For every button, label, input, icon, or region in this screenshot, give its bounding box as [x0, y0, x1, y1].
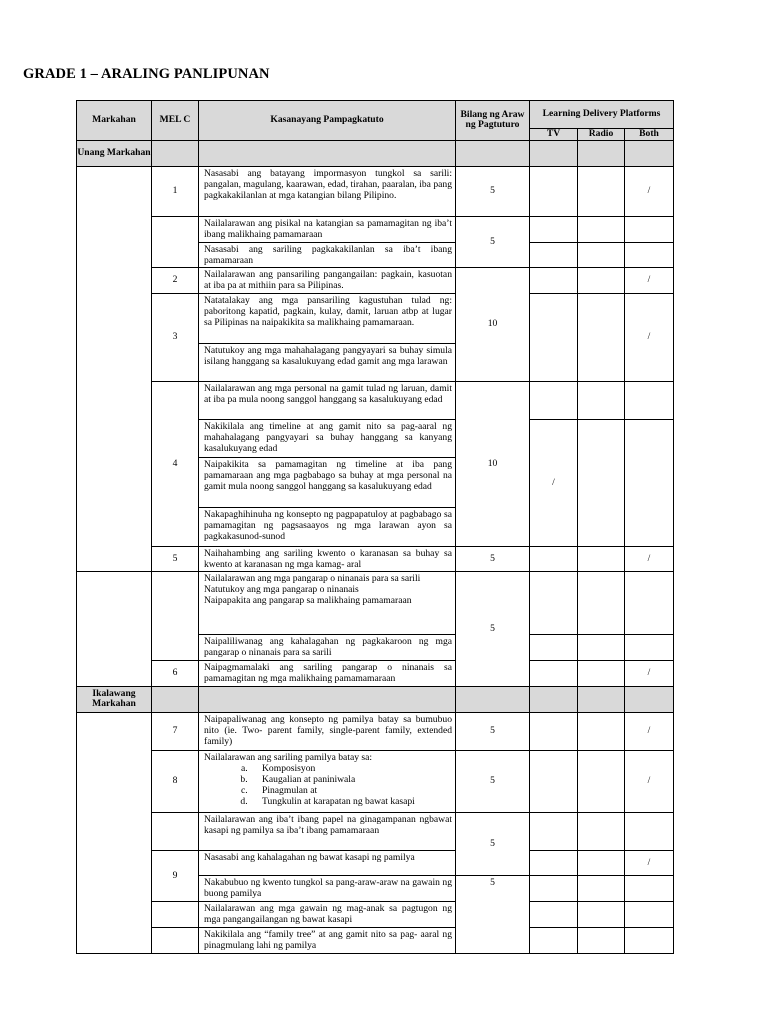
both-mark — [625, 634, 674, 660]
header-markahan: Markahan — [77, 101, 152, 141]
melc-number — [152, 901, 199, 927]
both-mark — [625, 242, 674, 267]
competency-text: Naipaliliwanag ang kahalagahan ng pagkakaroon ng mga pangarap o ninanais para sa sarili — [199, 634, 456, 660]
competency-text: Nakikilala ang timeline at ang gamit nito sa pag-aaral ng mahahalagang pangyayari sa buhay hanggang sa kanyang kasalukuyang edad — [199, 419, 456, 457]
days-value: 5 — [456, 216, 530, 267]
melc-number: 4 — [152, 381, 199, 546]
radio-mark — [578, 634, 625, 660]
table-row — [77, 901, 674, 927]
both-mark: / — [625, 546, 674, 571]
melc-number: 7 — [152, 712, 199, 750]
both-mark — [625, 381, 674, 419]
competency-line: Naipapakita ang pangarap sa malikhaing pamamaraan — [204, 594, 412, 606]
competency-text: Nailalarawan ang mga personal na gamit tulad ng laruan, damit at iba pa mula noong sanggol hanggang sa kasalukuyang edad — [199, 381, 456, 419]
radio-mark — [578, 166, 625, 216]
both-mark — [625, 927, 674, 953]
markahan-cell — [77, 166, 152, 571]
tv-mark — [530, 750, 578, 812]
both-mark — [625, 812, 674, 850]
tv-mark: / — [530, 419, 578, 546]
melc-number — [152, 571, 199, 660]
table-row — [77, 546, 674, 571]
tv-mark — [530, 901, 578, 927]
both-mark — [625, 571, 674, 634]
table-row — [77, 750, 674, 812]
list-item: c. Pinagmulan at — [250, 785, 452, 796]
quarter-label: Unang Markahan — [77, 140, 152, 166]
melc-number — [152, 927, 199, 953]
competency-text: Naihahambing ang sariling kwento o karanasan sa buhay sa kwento at karanasan ng mga kamag- aral — [199, 546, 456, 571]
tv-mark — [530, 216, 578, 242]
tv-mark — [530, 242, 578, 267]
tv-mark — [530, 571, 578, 634]
tv-mark — [530, 166, 578, 216]
competency-text: Nakikilala ang “family tree” at ang gamit nito sa pag- aaral ng pinagmulang lahi ng pamilya — [199, 927, 456, 953]
family-description-list — [204, 763, 452, 808]
list-item: b. Kaugalian at paniniwala — [250, 774, 452, 785]
tv-mark — [530, 634, 578, 660]
days-value: 10 — [456, 381, 530, 546]
competency-text: Nailalarawan ang pisikal na katangian sa pamamagitan ng iba’t ibang malikhaing pamamaraan — [199, 216, 456, 242]
melc-number: 5 — [152, 546, 199, 571]
days-value: 5 — [456, 571, 530, 686]
both-mark: / — [625, 267, 674, 293]
radio-mark — [578, 750, 625, 812]
tv-mark — [530, 660, 578, 686]
competency-text: Nailalarawan ang mga gawain ng mag-anak sa pagtugon ng mga pangangailangan ng bawat kasapi — [199, 901, 456, 927]
melc-number — [152, 216, 199, 267]
radio-mark — [578, 901, 625, 927]
radio-mark — [578, 216, 625, 242]
both-mark — [625, 901, 674, 927]
radio-mark — [578, 419, 625, 546]
table-row — [77, 812, 674, 850]
quarter-row — [77, 686, 674, 712]
table-row — [77, 267, 674, 293]
competency-text: Natatalakay ang mga pansariling kagustuhan tulad ng: paboritong kapatid, pagkain, kulay, damit, laruan atbp at lugar sa Pilipinas na naipakikita sa malikhaing pamamaraan. — [199, 293, 456, 343]
melc-number: 9 — [152, 850, 199, 901]
days-value: 5 — [456, 546, 530, 571]
competency-text: Nailalarawan ang iba’t ibang papel na ginagampanan ngbawat kasapi ng pamilya sa iba’t ibang pamamaraan — [199, 812, 456, 850]
page-title: GRADE 1 – ARALING PANLIPUNAN — [23, 66, 270, 82]
tv-mark — [530, 875, 578, 901]
tv-mark — [530, 927, 578, 953]
days-value: 5 — [456, 875, 530, 953]
radio-mark — [578, 712, 625, 750]
both-mark — [625, 216, 674, 242]
header-radio: Radio — [578, 129, 625, 141]
both-mark: / — [625, 750, 674, 812]
melc-number — [152, 812, 199, 850]
table-row — [77, 850, 674, 875]
header-melc: MEL C — [152, 101, 199, 141]
list-item: a. Komposisyon — [250, 763, 452, 774]
melc-number: 1 — [152, 166, 199, 216]
melc-table — [76, 100, 674, 954]
competency-text: Nailalarawan ang pansariling pangangailan: pagkain, kasuotan at iba pa at mithiin para sa Pilipinas. — [199, 267, 456, 293]
competency-text: Naipakikita sa pamamagitan ng timeline at iba pang pamamaraan ang mga pagbabago sa buhay at mga personal na gamit mula noong sanggol hanggang sa kasalukuyang edad — [199, 457, 456, 507]
quarter-row — [77, 140, 674, 166]
quarter-label: Ikalawang Markahan — [77, 686, 152, 712]
list-item: d. Tungkulin at karapatan ng bawat kasapi — [250, 796, 452, 807]
radio-mark — [578, 850, 625, 875]
competency-text: Nasasabi ang sariling pagkakakilanlan sa iba’t ibang pamamaraan — [199, 242, 456, 267]
days-value: 5 — [456, 750, 530, 812]
radio-mark — [578, 546, 625, 571]
radio-mark — [578, 875, 625, 901]
competency-line: Nailalarawan ang sariling pamilya batay sa: — [204, 751, 373, 763]
tv-mark — [530, 293, 578, 381]
competency-text — [199, 571, 456, 634]
competency-text: Naipagmamalaki ang sariling pangarap o ninanais sa pamamagitan ng mga malikhaing pamamamaraan — [199, 660, 456, 686]
radio-mark — [578, 812, 625, 850]
radio-mark — [578, 660, 625, 686]
both-mark — [625, 419, 674, 546]
table-row — [77, 712, 674, 750]
header-both: Both — [625, 129, 674, 141]
table-row — [77, 166, 674, 216]
melc-number: 2 — [152, 267, 199, 293]
radio-mark — [578, 381, 625, 419]
competency-line: Nailalarawan ang mga pangarap o ninanais para sa sarili — [204, 572, 421, 584]
competency-text: Nasasabi ang batayang impormasyon tungkol sa sarili: pangalan, magulang, kaarawan, edad, tirahan, paaralan, iba pang pagkakakilanlan at mga katangian bilang Pilipino. — [199, 166, 456, 216]
radio-mark — [578, 293, 625, 381]
header-competency: Kasanayang Pampagkatuto — [199, 101, 456, 141]
radio-mark — [578, 242, 625, 267]
competency-text: Nakapaghihinuha ng konsepto ng pagpapatuloy at pagbabago sa pamamagitan ng pagsasaayos ng mga larawan ayon sa pagkakasunod-sunod — [199, 507, 456, 546]
tv-mark — [530, 267, 578, 293]
table-row — [77, 293, 674, 343]
header-tv: TV — [530, 129, 578, 141]
competency-text: Nakabubuo ng kwento tungkol sa pang-araw-araw na gawain ng buong pamilya — [199, 875, 456, 901]
days-value: 10 — [456, 267, 530, 381]
days-value: 5 — [456, 812, 530, 875]
tv-mark — [530, 850, 578, 875]
tv-mark — [530, 812, 578, 850]
table-row — [77, 571, 674, 634]
days-value: 5 — [456, 712, 530, 750]
competency-text: Nasasabi ang kahalagahan ng bawat kasapi ng pamilya — [199, 850, 456, 875]
melc-number: 6 — [152, 660, 199, 686]
both-mark — [625, 875, 674, 901]
competency-text: Natutukoy ang mga mahahalagang pangyayari sa buhay simula isilang hanggang sa kasalukuyang edad gamit ang mga larawan — [199, 343, 456, 381]
radio-mark — [578, 927, 625, 953]
table-row — [77, 381, 674, 419]
radio-mark — [578, 571, 625, 634]
tv-mark — [530, 546, 578, 571]
both-mark: / — [625, 293, 674, 381]
radio-mark — [578, 267, 625, 293]
days-value: 5 — [456, 166, 530, 216]
competency-line: Natutukoy ang mga pangarap o ninanais — [204, 583, 359, 595]
tv-mark — [530, 381, 578, 419]
melc-number: 3 — [152, 293, 199, 381]
header-days: Bilang ng Araw ng Pagtuturo — [456, 101, 530, 141]
both-mark: / — [625, 166, 674, 216]
tv-mark — [530, 712, 578, 750]
header-learning-delivery-platforms: Learning Delivery Platforms — [530, 101, 674, 129]
both-mark: / — [625, 660, 674, 686]
table-row — [77, 927, 674, 953]
both-mark: / — [625, 850, 674, 875]
table-row — [77, 216, 674, 242]
melc-number: 8 — [152, 750, 199, 812]
competency-text: Naipapaliwanag ang konsepto ng pamilya batay sa bumubuo nito (ie. Two- parent family, single-parent family, extended family) — [199, 712, 456, 750]
table-row — [77, 660, 674, 686]
markahan-cell — [77, 712, 152, 953]
both-mark: / — [625, 712, 674, 750]
markahan-cell — [77, 571, 152, 686]
competency-text — [199, 750, 456, 812]
